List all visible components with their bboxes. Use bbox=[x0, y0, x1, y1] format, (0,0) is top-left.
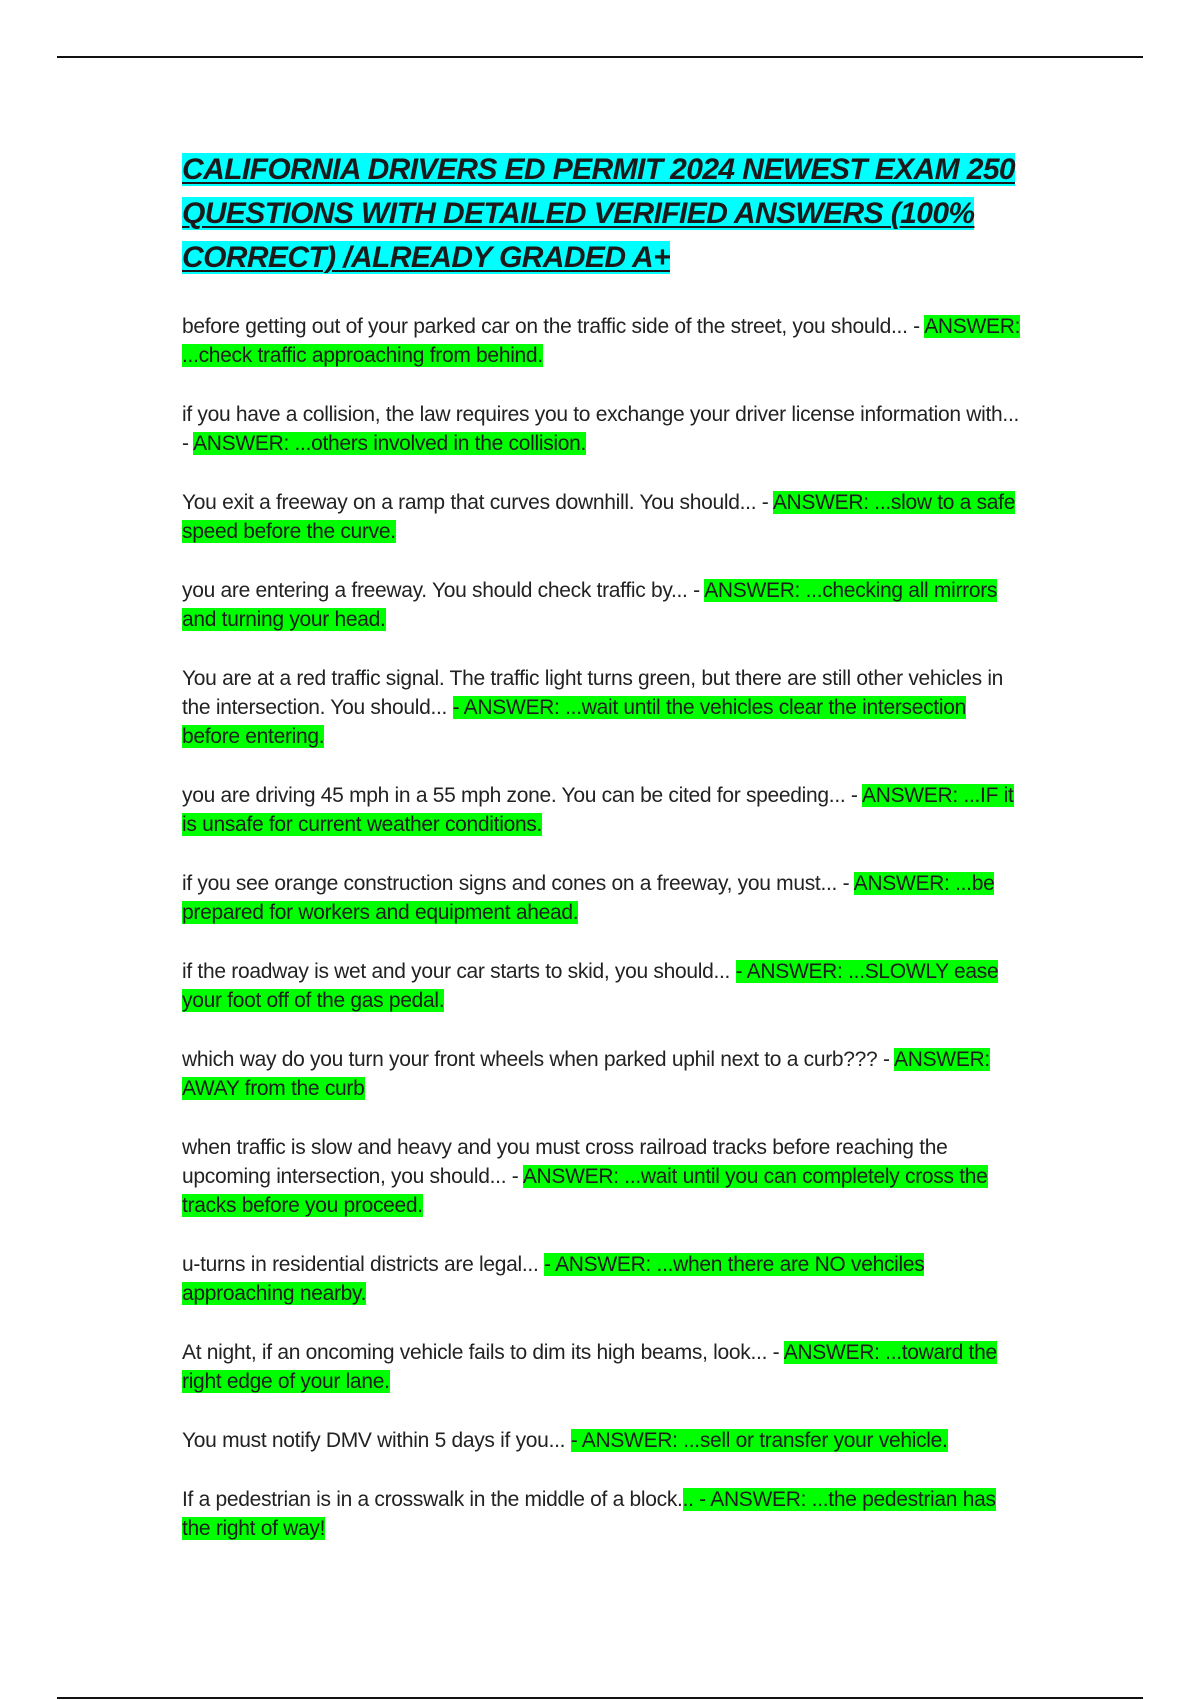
answer-text: ANSWER: ...be prepared for workers and equipment ahead. bbox=[182, 872, 995, 924]
answer-text: ANSWER: ...check traffic approaching from behind. bbox=[182, 315, 1021, 367]
question-text: if you have a collision, the law requires you to exchange your driver license information with... - bbox=[182, 403, 1020, 455]
question-text: which way do you turn your front wheels when parked uphil next to a curb??? - bbox=[182, 1048, 895, 1071]
qa-item bbox=[182, 576, 1022, 634]
answer-text: ANSWER: ...slow to a safe speed before the curve. bbox=[182, 491, 1016, 543]
qa-item bbox=[182, 1045, 1022, 1103]
answer-text: - ANSWER: ...sell or transfer your vehicle. bbox=[570, 1429, 948, 1452]
qa-item bbox=[182, 1133, 1022, 1220]
answer-text: .. - ANSWER: ...the pedestrian has the right of way! bbox=[182, 1488, 996, 1540]
qa-item bbox=[182, 957, 1022, 1015]
question-text: before getting out of your parked car on the traffic side of the street, you should... - bbox=[182, 315, 925, 338]
question-text: if the roadway is wet and your car starts to skid, you should... bbox=[182, 960, 736, 983]
answer-text: ANSWER: ...IF it is unsafe for current weather conditions. bbox=[182, 784, 1014, 836]
question-text: if you see orange construction signs and cones on a freeway, you must... - bbox=[182, 872, 854, 895]
question-text: You must notify DMV within 5 days if you... bbox=[182, 1429, 571, 1452]
document-title bbox=[182, 148, 1022, 280]
answer-text: - ANSWER: ...wait until the vehicles clear the intersection before entering. bbox=[182, 696, 966, 748]
qa-item bbox=[182, 1250, 1022, 1308]
answer-text: - ANSWER: ...SLOWLY ease your foot off of the gas pedal. bbox=[182, 960, 999, 1012]
qa-item bbox=[182, 869, 1022, 927]
answer-text: ANSWER: ...wait until you can completely cross the tracks before you proceed. bbox=[182, 1165, 988, 1217]
qa-item bbox=[182, 312, 1022, 370]
question-text: when traffic is slow and heavy and you must cross railroad tracks before reaching the upcoming intersection, you should... - bbox=[182, 1136, 948, 1188]
title-text: CALIFORNIA DRIVERS ED PERMIT 2024 NEWEST EXAM 250 QUESTIONS WITH DETAILED VERIFIED ANSWERS (100% CORRECT) /ALREADY GRADED A+ bbox=[182, 153, 1015, 274]
qa-item bbox=[182, 488, 1022, 546]
qa-item bbox=[182, 1338, 1022, 1396]
qa-item bbox=[182, 1426, 1022, 1455]
question-text: u-turns in residential districts are legal... bbox=[182, 1253, 545, 1276]
answer-text: ANSWER: ...toward the right edge of your lane. bbox=[182, 1341, 997, 1393]
answer-text: - ANSWER: ...when there are NO vehciles approaching nearby. bbox=[182, 1253, 925, 1305]
answer-text: ANSWER: ...checking all mirrors and turning your head. bbox=[182, 579, 998, 631]
question-text: you are driving 45 mph in a 55 mph zone. You can be cited for speeding... - bbox=[182, 784, 862, 807]
document-body bbox=[182, 148, 1022, 1543]
qa-item bbox=[182, 781, 1022, 839]
question-text: You are at a red traffic signal. The traffic light turns green, but there are still other vehicles in the intersection. You should... bbox=[182, 667, 1004, 719]
answer-text: ANSWER: AWAY from the curb bbox=[182, 1048, 990, 1100]
question-text: you are entering a freeway. You should check traffic by... - bbox=[182, 579, 705, 602]
qa-item bbox=[182, 664, 1022, 751]
question-text: At night, if an oncoming vehicle fails to dim its high beams, look... - bbox=[182, 1341, 784, 1364]
qa-item bbox=[182, 1485, 1022, 1543]
question-text: You exit a freeway on a ramp that curves downhill. You should... - bbox=[182, 491, 773, 514]
answer-text: ANSWER: ...others involved in the collision. bbox=[193, 432, 587, 455]
question-text: If a pedestrian is in a crosswalk in the middle of a block. bbox=[182, 1488, 683, 1511]
footer-rule bbox=[57, 1697, 1143, 1699]
qa-item bbox=[182, 400, 1022, 458]
header-rule bbox=[57, 56, 1143, 58]
